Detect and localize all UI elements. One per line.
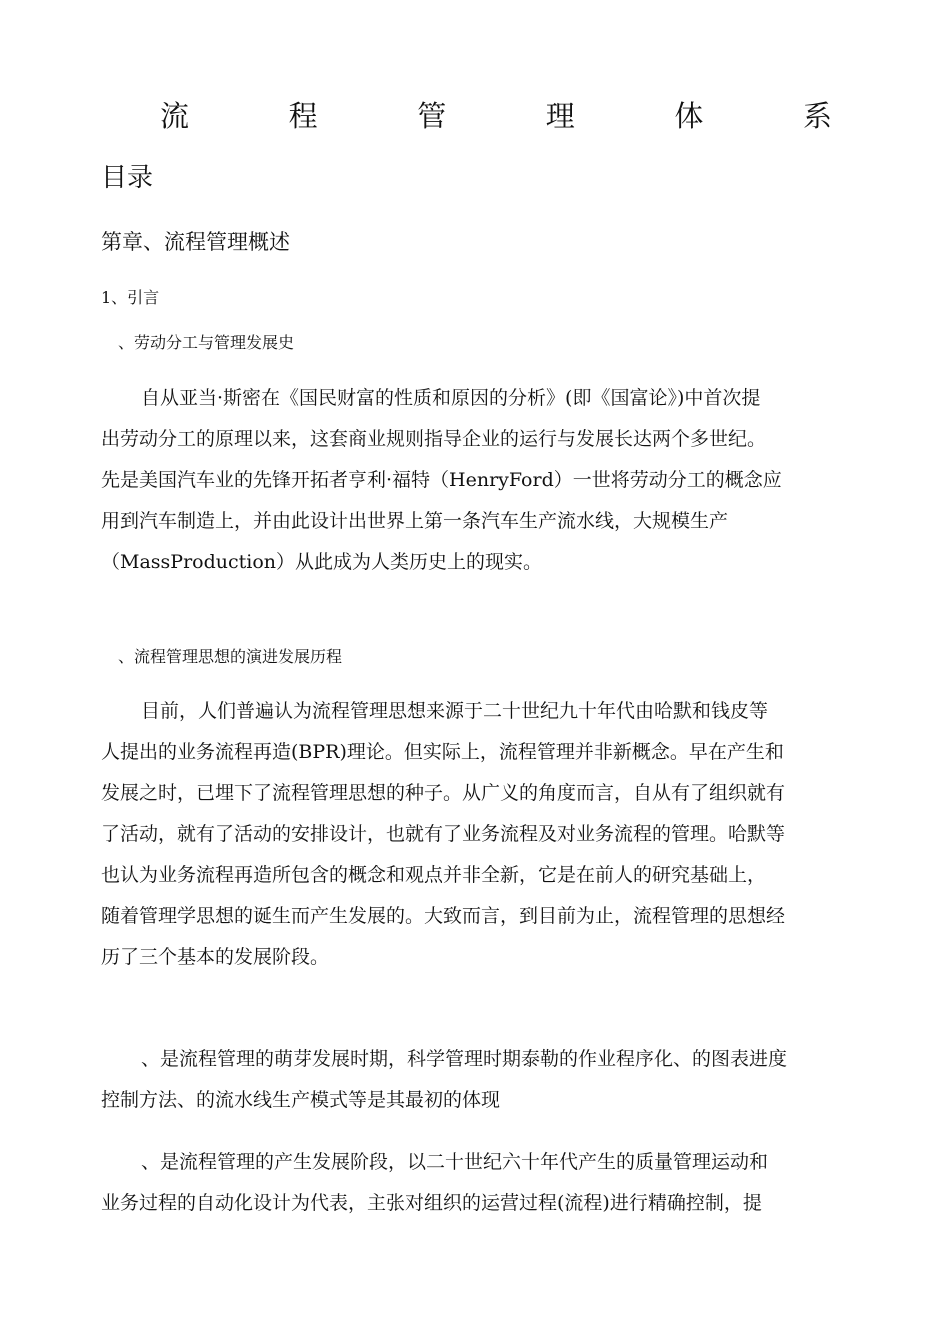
title-char: 理 — [545, 99, 575, 133]
chapter-heading: 第章、流程管理概述 — [101, 230, 290, 254]
paragraph-line: 业务过程的自动化设计为代表，主张对组织的运营过程(流程)进行精确控制，提 — [101, 1192, 762, 1214]
paragraph-line: 自从亚当·斯密在《国民财富的性质和原因的分析》(即《国富论》)中首次提 — [141, 387, 761, 409]
paragraph-line: 控制方法、的流水线生产模式等是其最初的体现 — [101, 1089, 501, 1111]
subsection-heading: 、劳动分工与管理发展史 — [118, 333, 295, 352]
paragraph-line: 目前，人们普遍认为流程管理思想来源于二十世纪九十年代由哈默和钱皮等 — [141, 700, 769, 722]
title-char: 流 — [160, 99, 190, 133]
paragraph-line: （MassProduction）从此成为人类历史上的现实。 — [101, 551, 543, 573]
paragraph — [101, 691, 831, 978]
paragraph-line: 用到汽车制造上，并由此设计出世界上第一条汽车生产流水线，大规模生产 — [101, 510, 729, 532]
title-char: 程 — [288, 99, 318, 133]
paragraph — [101, 1039, 831, 1121]
toc-heading: 目录 — [101, 163, 154, 193]
paragraph-line: 先是美国汽车业的先锋开拓者亨利·福特（HenryFord）一世将劳动分工的概念应 — [101, 469, 782, 491]
paragraph-line: 出劳动分工的原理以来，这套商业规则指导企业的运行与发展长达两个多世纪。 — [101, 428, 767, 450]
paragraph — [101, 1142, 831, 1224]
paragraph-line: 历了三个基本的发展阶段。 — [101, 946, 330, 968]
title-char: 体 — [674, 99, 704, 133]
paragraph-line: 随着管理学思想的诞生而产生发展的。大致而言，到目前为止，流程管理的思想经 — [101, 905, 786, 927]
paragraph-line: 人提出的业务流程再造(BPR)理论。但实际上，流程管理并非新概念。早在产生和 — [101, 741, 784, 763]
paragraph-line: 也认为业务流程再造所包含的概念和观点并非全新，它是在前人的研究基础上， — [101, 864, 767, 886]
title-char: 管 — [417, 99, 447, 133]
paragraph-line: 、是流程管理的萌芽发展时期，科学管理时期泰勒的作业程序化、的图表进度 — [141, 1048, 788, 1070]
paragraph — [101, 378, 831, 583]
title-char: 系 — [802, 99, 832, 133]
paragraph-line: 、是流程管理的产生发展阶段，以二十世纪六十年代产生的质量管理运动和 — [141, 1151, 769, 1173]
subsection-heading: 、流程管理思想的演进发展历程 — [118, 647, 343, 666]
paragraph-line: 发展之时，已埋下了流程管理思想的种子。从广义的角度而言，自从有了组织就有 — [101, 782, 786, 804]
document-title — [160, 96, 832, 136]
section-heading: 1、引言 — [101, 288, 160, 307]
paragraph-line: 了活动，就有了活动的安排设计，也就有了业务流程及对业务流程的管理。哈默等 — [101, 823, 786, 845]
